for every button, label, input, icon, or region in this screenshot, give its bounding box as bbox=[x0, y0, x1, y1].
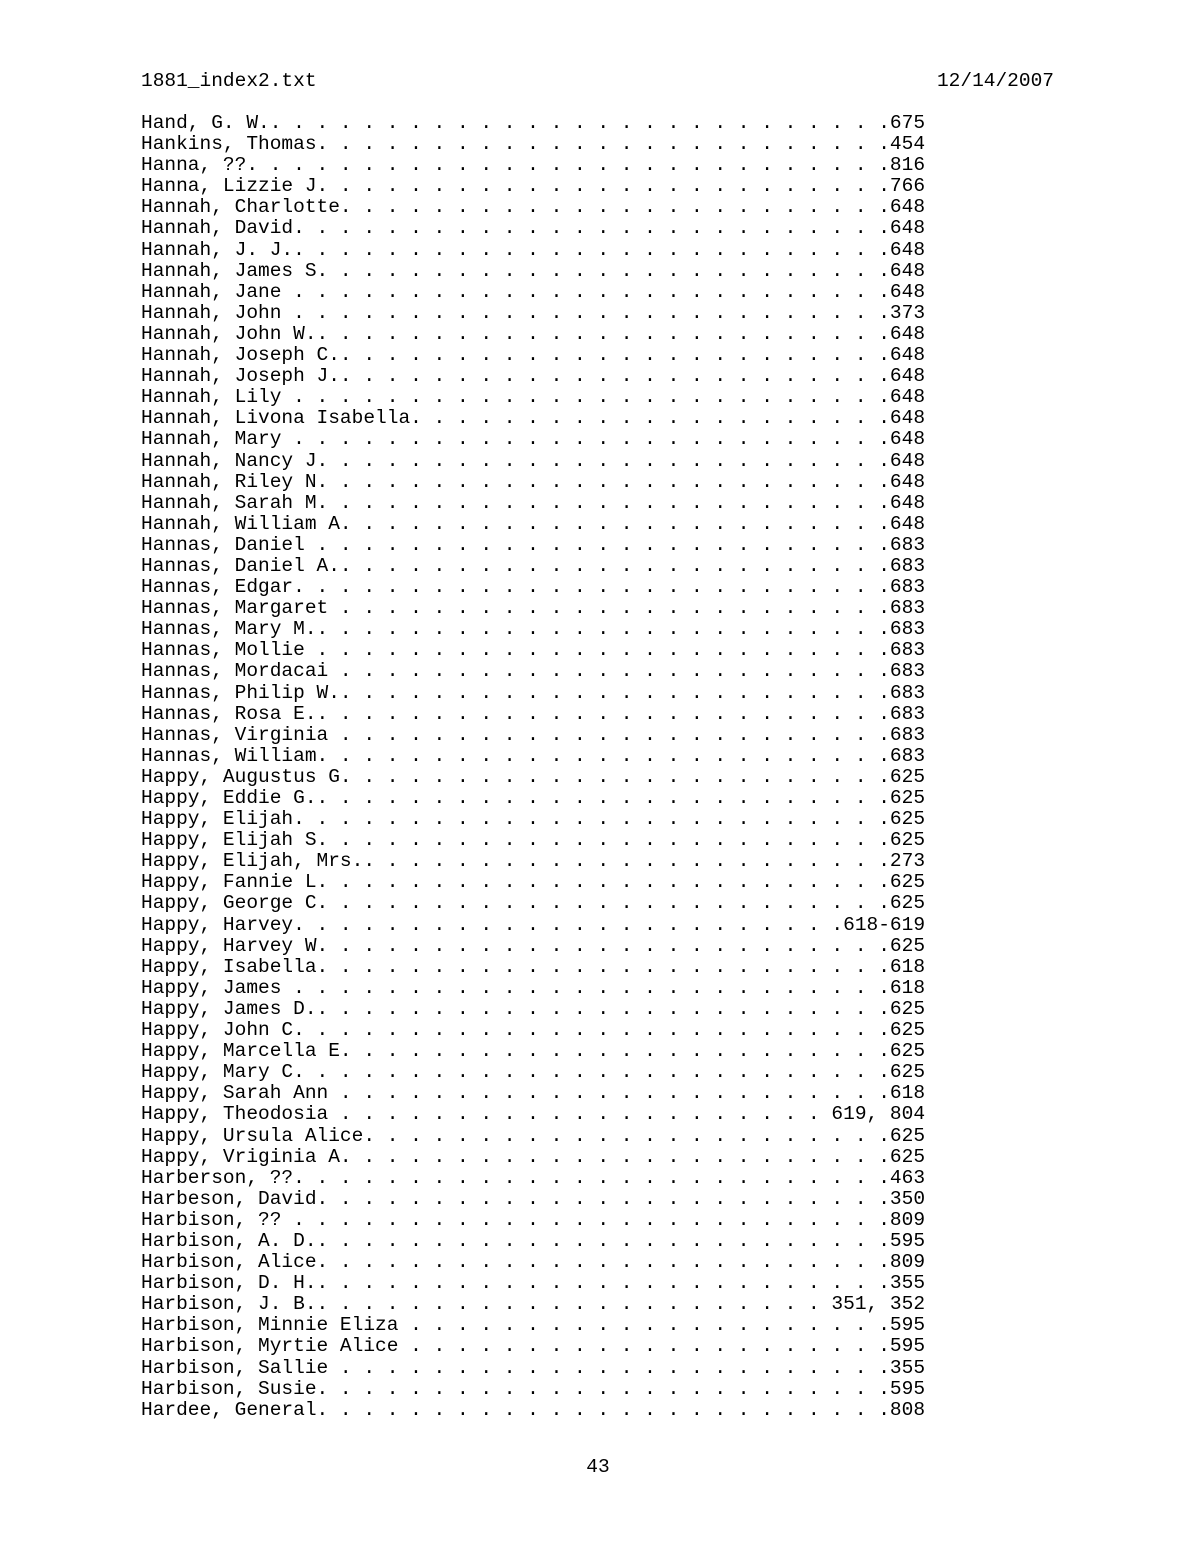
index-entry: Hannah, Lily . . . . . . . . . . . . . . . . . . . . . . . . . .648 bbox=[141, 386, 926, 409]
index-entry: Happy, Vriginia A. . . . . . . . . . . . . . . . . . . . . . . .625 bbox=[141, 1145, 926, 1168]
index-entry: Hannah, John W.. . . . . . . . . . . . . . . . . . . . . . . . .648 bbox=[141, 322, 926, 345]
index-entry: Harbeson, David. . . . . . . . . . . . . . . . . . . . . . . . .350 bbox=[141, 1187, 926, 1210]
index-entry: Happy, Theodosia . . . . . . . . . . . . . . . . . . . . . 619, 804 bbox=[141, 1103, 926, 1126]
index-entry: Hankins, Thomas. . . . . . . . . . . . . . . . . . . . . . . . .454 bbox=[141, 133, 926, 156]
index-entry: Happy, Isabella. . . . . . . . . . . . . . . . . . . . . . . . .618 bbox=[141, 955, 926, 978]
index-entry: Happy, James . . . . . . . . . . . . . . . . . . . . . . . . . .618 bbox=[141, 976, 926, 999]
name-index-list bbox=[141, 113, 925, 1421]
index-entry: Happy, John C. . . . . . . . . . . . . . . . . . . . . . . . . .625 bbox=[141, 1019, 926, 1042]
index-entry: Hand, G. W.. . . . . . . . . . . . . . . . . . . . . . . . . . .675 bbox=[141, 112, 926, 134]
index-entry: Hannah, Mary . . . . . . . . . . . . . . . . . . . . . . . . . .648 bbox=[141, 428, 926, 451]
index-entry: Hannah, Livona Isabella. . . . . . . . . . . . . . . . . . . . .648 bbox=[141, 407, 926, 430]
index-entry: Happy, Elijah S. . . . . . . . . . . . . . . . . . . . . . . . .625 bbox=[141, 829, 926, 852]
index-entry: Happy, Mary C. . . . . . . . . . . . . . . . . . . . . . . . . .625 bbox=[141, 1061, 926, 1084]
index-entry: Happy, Harvey W. . . . . . . . . . . . . . . . . . . . . . . . .625 bbox=[141, 934, 926, 957]
index-entry: Hannah, Joseph C.. . . . . . . . . . . . . . . . . . . . . . . .648 bbox=[141, 344, 926, 367]
index-entry: Hannah, Charlotte. . . . . . . . . . . . . . . . . . . . . . . .648 bbox=[141, 196, 926, 219]
index-entry: Harbison, ?? . . . . . . . . . . . . . . . . . . . . . . . . . .809 bbox=[141, 1208, 926, 1231]
index-entry: Harbison, Susie. . . . . . . . . . . . . . . . . . . . . . . . .595 bbox=[141, 1377, 926, 1400]
index-entry: Harbison, A. D.. . . . . . . . . . . . . . . . . . . . . . . . .595 bbox=[141, 1229, 926, 1252]
index-entry: Happy, Elijah, Mrs.. . . . . . . . . . . . . . . . . . . . . . .273 bbox=[141, 850, 926, 873]
index-entry: Happy, Eddie G.. . . . . . . . . . . . . . . . . . . . . . . . .625 bbox=[141, 787, 926, 809]
index-entry: Happy, Fannie L. . . . . . . . . . . . . . . . . . . . . . . . .625 bbox=[141, 871, 926, 894]
index-entry: Hannah, Riley N. . . . . . . . . . . . . . . . . . . . . . . . .648 bbox=[141, 470, 926, 493]
index-entry: Hanna, Lizzie J. . . . . . . . . . . . . . . . . . . . . . . . .766 bbox=[141, 175, 926, 198]
index-entry: Hannas, Philip W.. . . . . . . . . . . . . . . . . . . . . . . .683 bbox=[141, 681, 926, 704]
index-entry: Harberson, ??. . . . . . . . . . . . . . . . . . . . . . . . . .463 bbox=[141, 1166, 926, 1189]
index-entry: Happy, Augustus G. . . . . . . . . . . . . . . . . . . . . . . .625 bbox=[141, 765, 926, 788]
index-entry: Hannas, Edgar. . . . . . . . . . . . . . . . . . . . . . . . . .683 bbox=[141, 576, 926, 599]
index-entry: Happy, James D.. . . . . . . . . . . . . . . . . . . . . . . . .625 bbox=[141, 997, 926, 1020]
index-entry: Hannas, Daniel A.. . . . . . . . . . . . . . . . . . . . . . . .683 bbox=[141, 554, 926, 577]
index-entry: Hanna, ??. . . . . . . . . . . . . . . . . . . . . . . . . . . .816 bbox=[141, 154, 926, 177]
index-entry: Happy, Ursula Alice. . . . . . . . . . . . . . . . . . . . . . .625 bbox=[141, 1124, 926, 1147]
index-entry: Harbison, Myrtie Alice . . . . . . . . . . . . . . . . . . . . .595 bbox=[141, 1335, 926, 1358]
index-entry: Hannah, John . . . . . . . . . . . . . . . . . . . . . . . . . .373 bbox=[141, 301, 926, 324]
index-entry: Hannas, William. . . . . . . . . . . . . . . . . . . . . . . . .683 bbox=[141, 744, 926, 767]
page-number: 43 bbox=[586, 1456, 610, 1478]
index-entry: Hannas, Margaret . . . . . . . . . . . . . . . . . . . . . . . .683 bbox=[141, 597, 926, 620]
index-entry: Hannah, James S. . . . . . . . . . . . . . . . . . . . . . . . .648 bbox=[141, 259, 926, 282]
index-entry: Hannah, William A. . . . . . . . . . . . . . . . . . . . . . . .648 bbox=[141, 512, 926, 535]
document-filename: 1881_index2.txt bbox=[141, 70, 317, 92]
index-entry: Hannah, David. . . . . . . . . . . . . . . . . . . . . . . . . .648 bbox=[141, 217, 926, 240]
index-entry: Harbison, Minnie Eliza . . . . . . . . . . . . . . . . . . . . .595 bbox=[141, 1314, 926, 1337]
index-entry: Happy, Sarah Ann . . . . . . . . . . . . . . . . . . . . . . . .618 bbox=[141, 1082, 926, 1105]
index-entry: Harbison, Sallie . . . . . . . . . . . . . . . . . . . . . . . .355 bbox=[141, 1356, 926, 1379]
index-entry: Hannas, Rosa E.. . . . . . . . . . . . . . . . . . . . . . . . .683 bbox=[141, 702, 926, 725]
document-date: 12/14/2007 bbox=[936, 70, 1054, 92]
index-entry: Hannas, Daniel . . . . . . . . . . . . . . . . . . . . . . . . .683 bbox=[141, 533, 926, 556]
index-entry: Hannah, Nancy J. . . . . . . . . . . . . . . . . . . . . . . . .648 bbox=[141, 449, 926, 472]
index-entry: Hannah, Jane . . . . . . . . . . . . . . . . . . . . . . . . . .648 bbox=[141, 280, 926, 303]
index-entry: Happy, Harvey. . . . . . . . . . . . . . . . . . . . . . . .618-619 bbox=[141, 913, 926, 936]
index-entry: Hannas, Virginia . . . . . . . . . . . . . . . . . . . . . . . .683 bbox=[141, 723, 926, 746]
index-entry: Harbison, J. B.. . . . . . . . . . . . . . . . . . . . . . 351, 352 bbox=[141, 1293, 926, 1316]
index-entry: Hannas, Mary M.. . . . . . . . . . . . . . . . . . . . . . . . .683 bbox=[141, 618, 926, 641]
index-entry: Happy, George C. . . . . . . . . . . . . . . . . . . . . . . . .625 bbox=[141, 892, 926, 915]
index-entry: Harbison, Alice. . . . . . . . . . . . . . . . . . . . . . . . .809 bbox=[141, 1251, 926, 1274]
index-entry: Hannas, Mordacai . . . . . . . . . . . . . . . . . . . . . . . .683 bbox=[141, 660, 926, 683]
index-entry: Hannas, Mollie . . . . . . . . . . . . . . . . . . . . . . . . .683 bbox=[141, 639, 926, 662]
index-entry: Happy, Elijah. . . . . . . . . . . . . . . . . . . . . . . . . .625 bbox=[141, 808, 926, 831]
index-entry: Hannah, Sarah M. . . . . . . . . . . . . . . . . . . . . . . . .648 bbox=[141, 491, 926, 514]
index-entry: Hardee, General. . . . . . . . . . . . . . . . . . . . . . . . .808 bbox=[141, 1398, 926, 1421]
index-entry: Happy, Marcella E. . . . . . . . . . . . . . . . . . . . . . . .625 bbox=[141, 1040, 926, 1063]
index-entry: Hannah, Joseph J.. . . . . . . . . . . . . . . . . . . . . . . .648 bbox=[141, 365, 926, 388]
index-entry: Harbison, D. H.. . . . . . . . . . . . . . . . . . . . . . . . .355 bbox=[141, 1272, 926, 1295]
index-entry: Hannah, J. J.. . . . . . . . . . . . . . . . . . . . . . . . . .648 bbox=[141, 238, 926, 261]
